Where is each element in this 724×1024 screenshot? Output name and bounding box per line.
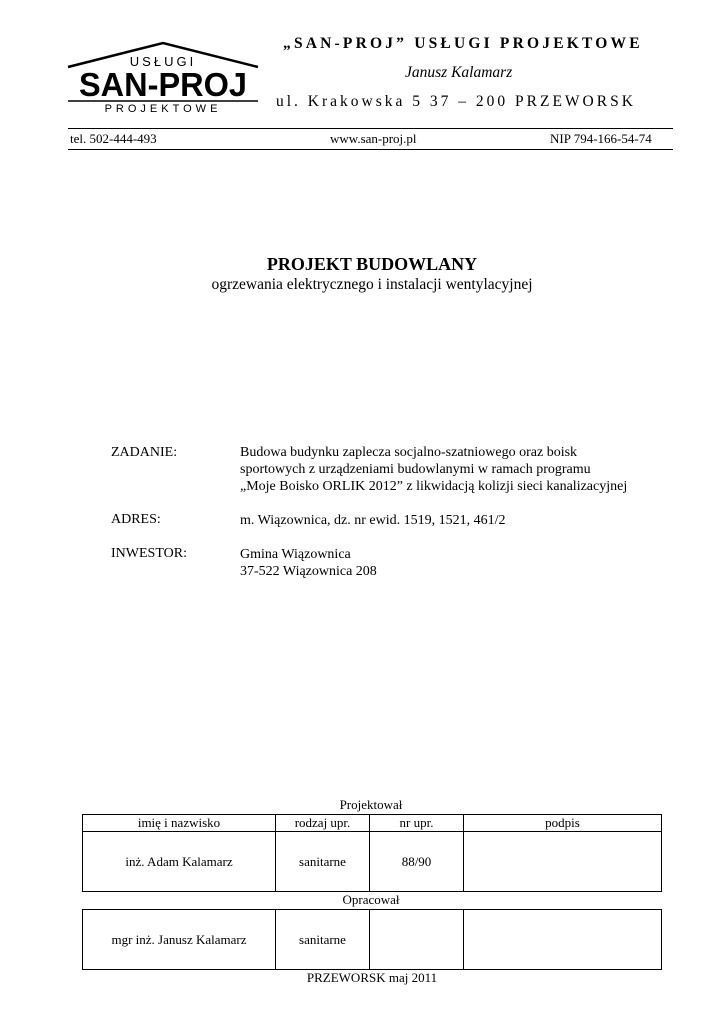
investor-line: Gmina Wiązownica — [240, 547, 351, 562]
task-label: ZADANIE: — [111, 445, 178, 460]
preparer-type: sanitarne — [276, 910, 370, 970]
prepared-caption: Opracował — [342, 892, 400, 907]
preparer-table — [82, 909, 662, 970]
table-header-row — [83, 815, 662, 832]
contact-phone: tel. 502-444-493 — [70, 131, 157, 146]
logo-main-text: SAN-PROJ — [79, 66, 247, 103]
document-title: PROJEKT BUDOWLANY — [266, 254, 478, 274]
address-label: ADRES: — [111, 512, 161, 527]
investor-value — [240, 546, 377, 580]
contact-website: www.san-proj.pl — [330, 131, 417, 146]
table-row — [83, 910, 662, 970]
task-line: sportowych z urządzeniami budowlanymi w ramach programu — [240, 462, 591, 477]
contact-nip: NIP 794-166-54-74 — [550, 131, 652, 146]
preparer-number — [370, 910, 464, 970]
header-signature: podpis — [464, 815, 662, 832]
preparer-signature — [464, 910, 662, 970]
header-divider-bottom — [68, 149, 673, 150]
logo-top-text: USŁUGI — [129, 54, 197, 69]
header-divider-top — [68, 128, 673, 129]
designer-name: inż. Adam Kalamarz — [83, 832, 276, 892]
address-value: m. Wiązownica, dz. nr ewid. 1519, 1521, 461/2 — [240, 513, 506, 528]
company-logo — [66, 41, 260, 113]
task-line: Budowa budynku zaplecza socjalno-szatniowego oraz boisk — [240, 445, 578, 460]
header-type: rodzaj upr. — [276, 815, 370, 832]
designed-caption: Projektował — [339, 797, 403, 812]
designer-number: 88/90 — [370, 832, 464, 892]
table-row — [83, 832, 662, 892]
designer-table — [82, 814, 662, 892]
preparer-name: mgr inż. Janusz Kalamarz — [83, 910, 276, 970]
designer-type: sanitarne — [276, 832, 370, 892]
task-line: „Moje Boisko ORLIK 2012” z likwidacją kolizji sieci kanalizacyjnej — [240, 479, 628, 494]
logo-bottom-text: PROJEKTOWE — [104, 103, 222, 113]
investor-label: INWESTOR: — [111, 546, 187, 561]
task-value — [240, 444, 627, 495]
footer-place-date: PRZEWORSK maj 2011 — [306, 970, 438, 985]
designer-signature — [464, 832, 662, 892]
company-address: ul. Krakowska 5 37 – 200 PRZEWORSK — [276, 93, 636, 110]
company-name: „SAN-PROJ” USŁUGI PROJEKTOWE — [283, 35, 643, 52]
document-subtitle: ogrzewania elektrycznego i instalacji wentylacyjnej — [211, 276, 533, 293]
investor-line: 37-522 Wiązownica 208 — [240, 564, 377, 579]
header-name: imię i nazwisko — [83, 815, 276, 832]
header-number: nr upr. — [370, 815, 464, 832]
owner-name: Janusz Kalamarz — [405, 64, 513, 81]
